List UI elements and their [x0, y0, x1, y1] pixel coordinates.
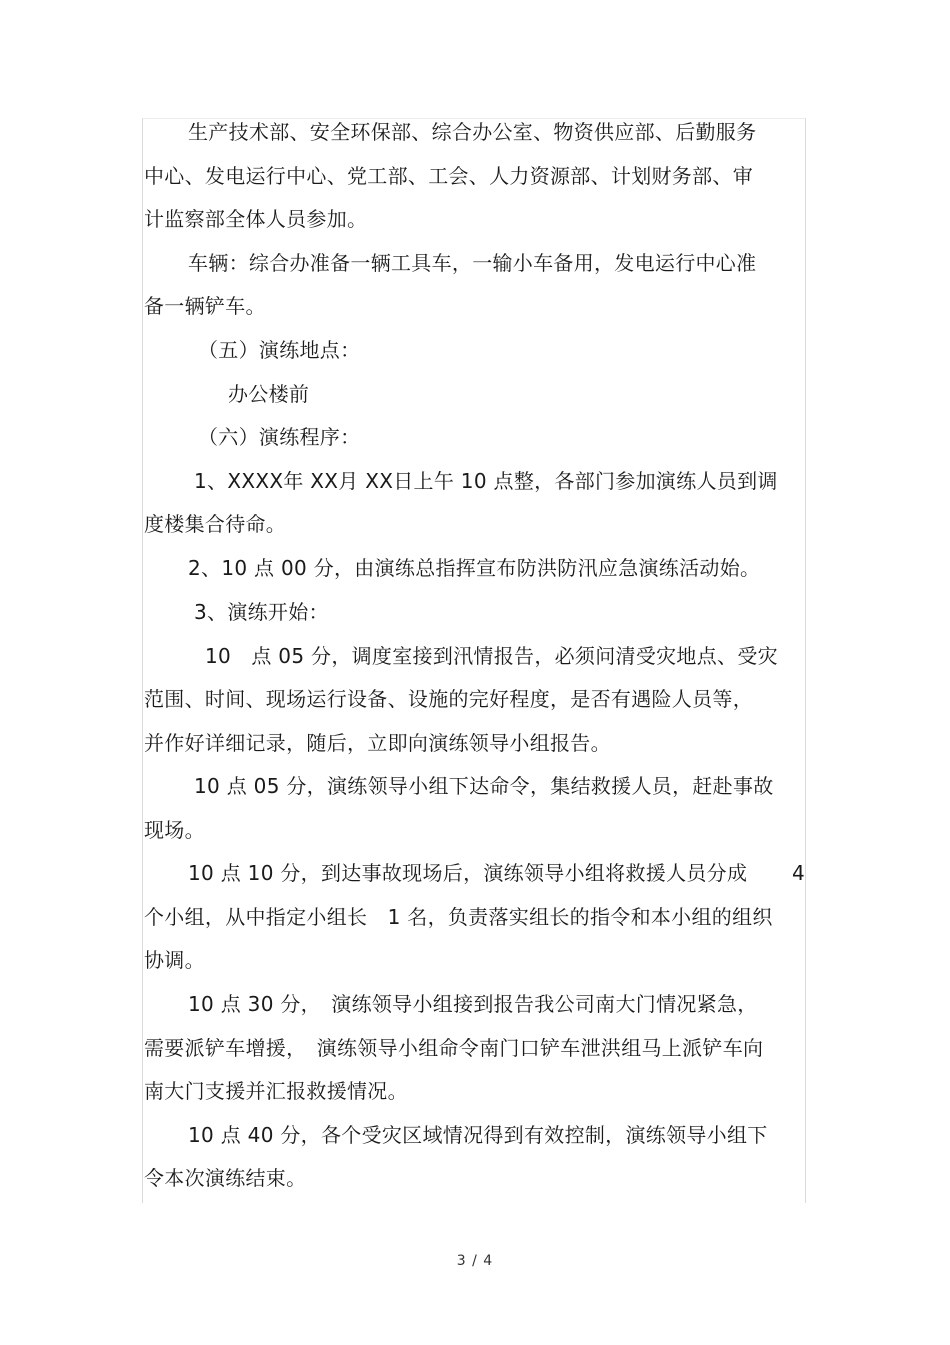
paragraph-1010-line-2: 个小组，从中指定小组长 1 名，负责落实组长的指令和本小组的组织 — [144, 905, 773, 929]
paragraph-1040-line-1: 10 点 40 分，各个受灾区域情况得到有效控制，演练领导小组下 — [188, 1123, 768, 1147]
paragraph-1030-line-3: 南大门支援并汇报救援情况。 — [144, 1079, 408, 1103]
paragraph-1010-line-1: 10 点 10 分，到达事故现场后，演练领导小组将救援人员分成 — [188, 861, 748, 885]
paragraph-1030-line-2: 需要派铲车增援， 演练领导小组命令南门口铲车泄洪组马上派铲车向 — [144, 1036, 764, 1060]
paragraph-1005-report-line-1: 10 点 05 分，调度室接到汛情报告，必须问清受灾地点、受灾 — [205, 644, 778, 668]
procedure-step-1-line-2: 度楼集合待命。 — [144, 512, 287, 536]
paragraph-vehicles-line-2: 备一辆铲车。 — [144, 294, 266, 318]
paragraph-1040-line-2: 令本次演练结束。 — [144, 1166, 307, 1190]
paragraph-1010-group-count: 4 — [792, 861, 806, 885]
procedure-step-3: 3、演练开始： — [194, 600, 329, 624]
paragraph-departments-line-2: 中心、发电运行中心、党工部、工会、人力资源部、计划财务部、审 — [144, 164, 753, 188]
paragraph-departments-line-3: 计监察部全体人员参加。 — [144, 207, 368, 231]
paragraph-1005-report-line-3: 并作好详细记录，随后，立即向演练领导小组报告。 — [144, 731, 611, 755]
paragraph-1005-command-line-1: 10 点 05 分，演练领导小组下达命令，集结救援人员，赶赴事故 — [194, 774, 774, 798]
paragraph-1005-command-line-2: 现场。 — [144, 818, 205, 842]
location-text: 办公楼前 — [228, 382, 310, 406]
paragraph-departments-line-1: 生产技术部、安全环保部、综合办公室、物资供应部、后勤服务 — [188, 120, 757, 144]
procedure-step-1-line-1: 1、XXXX年 XX月 XX日上午 10 点整，各部门参加演练人员到调 — [194, 469, 778, 493]
paragraph-1005-report-line-2: 范围、时间、现场运行设备、设施的完好程度，是否有遇险人员等， — [144, 687, 753, 711]
paragraph-1010-line-3: 协调。 — [144, 948, 205, 972]
section-heading-location: （五）演练地点： — [198, 338, 361, 362]
paragraph-vehicles-line-1: 车辆：综合办准备一辆工具车，一输小车备用，发电运行中心准 — [188, 251, 757, 275]
procedure-step-2: 2、10 点 00 分，由演练总指挥宣布防洪防汛应急演练活动始。 — [188, 556, 761, 580]
page-number: 3 / 4 — [456, 1253, 494, 1269]
section-heading-procedure: （六）演练程序： — [198, 425, 361, 449]
paragraph-1030-line-1: 10 点 30 分， 演练领导小组接到报告我公司南大门情况紧急， — [188, 992, 758, 1016]
